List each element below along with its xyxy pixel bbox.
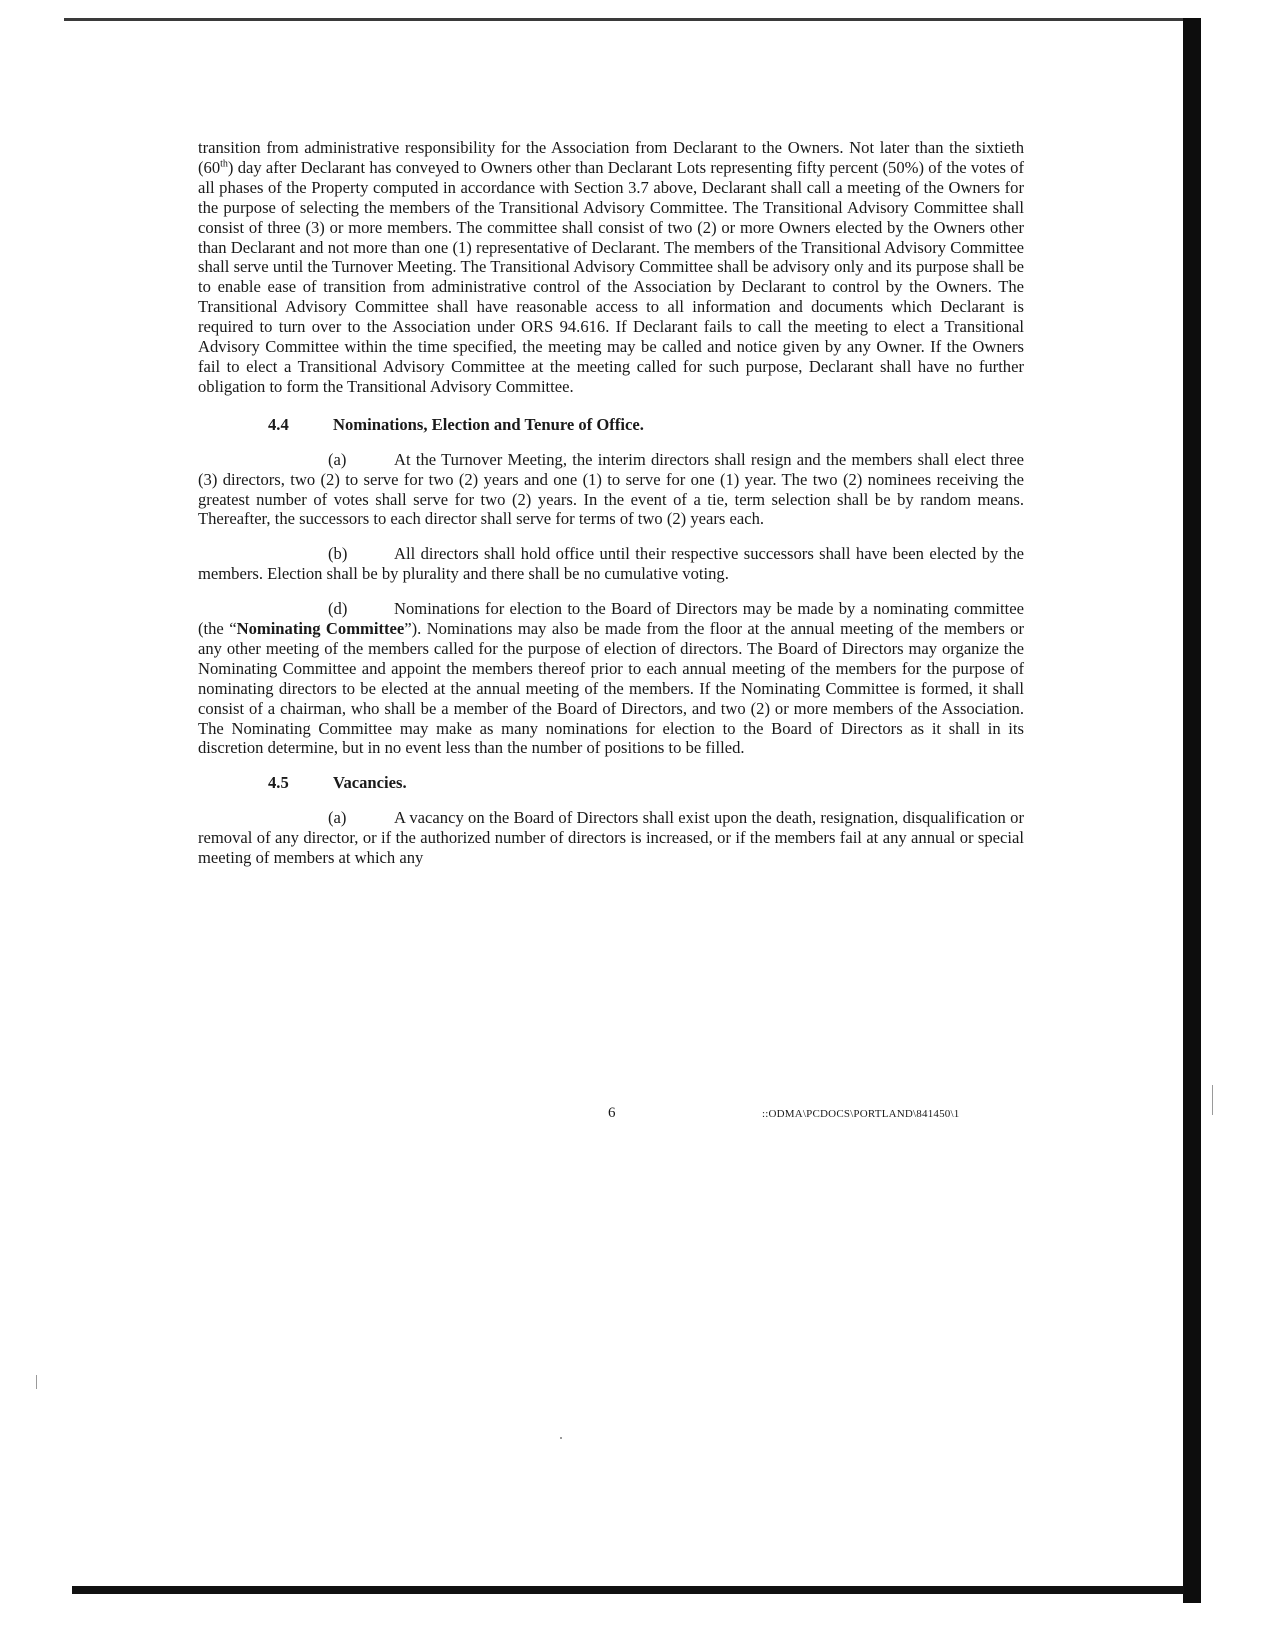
subsection-4-4-d [198, 599, 1024, 758]
subsection-text: A vacancy on the Board of Directors shall exist upon the death, resignation, disqualification or removal of any director, or if the authorized number of directors is increased, or if the members fail at any annual or special meeting of members at which any [198, 808, 1024, 868]
subsection-text: All directors shall hold office until their respective successors shall have been elected by the members. Election shall be by plurality and there shall be no cumulative voting. [198, 544, 1024, 584]
scan-speck [1212, 1085, 1213, 1115]
intro-text-part1: transition from administrative responsibility for the Association from Declarant to the Owners. Not later than the sixtieth (60 [198, 138, 1024, 177]
subsection-label: (b) [328, 544, 348, 564]
ordinal-superscript: th [220, 158, 228, 170]
section-4-5-heading [198, 773, 1024, 793]
subsection-4-4-b [198, 544, 1024, 584]
subsection-label: (a) [328, 808, 347, 828]
subsection-text: At the Turnover Meeting, the interim directors shall resign and the members shall elect three (3) directors, two (2) to serve for two (2) years and one (1) to serve for one (1) year. The two (2) nominees receiving the greatest number of votes shall serve for two (2) years. In the event of a tie, term selection shall be by random means. Thereafter, the successors to each director shall serve for terms of two (2) years each. [198, 449, 1024, 529]
scan-speck [36, 1375, 37, 1389]
subsection-text: Nominations for election to the Board of Directors may be made by a nominating committee (the “ [198, 599, 1024, 639]
subsection-text: ”). Nominations may also be made from the floor at the annual meeting of the members or any other meeting of the members called for the purpose of election of directors. The Board of Directors may organize the Nominating Committee and appoint the members thereof prior to each annual meeting of the members for the purpose of nominating directors to be elected at the annual meeting of the members. If the Nominating Committee is formed, it shall consist of a chairman, who shall be a member of the Board of Directors, and two (2) or more members of the Association. The Nominating Committee may make as many nominations for election to the Board of Directors as it shall in its discretion determine, but in no event less than the number of positions to be filled. [198, 619, 1025, 758]
document-body [198, 138, 1024, 883]
scan-border-right [1183, 18, 1201, 1603]
defined-term: Nominating Committee [236, 619, 405, 639]
subsection-label: (d) [328, 599, 348, 619]
section-title: Nominations, Election and Tenure of Office. [333, 414, 644, 434]
scan-speck [560, 1437, 562, 1439]
section-number: 4.4 [268, 414, 289, 434]
intro-text-part2: ) day after Declarant has conveyed to Owners other than Declarant Lots representing fifty percent (50%) of the votes of all phases of the Property computed in accordance with Section 3.7 above, Declarant shall call a meeting of the Owners for the purpose of selecting the members of the Transitional Advisory Committee. The Transitional Advisory Committee shall consist of three (3) or more members. The committee shall consist of two (2) or more Owners elected by the Owners other than Declarant and not more than one (1) representative of Declarant. The members of the Transitional Advisory Committee shall serve until the Turnover Meeting. The Transitional Advisory Committee shall be advisory only and its purpose shall be to enable ease of transition from administrative control of the Association by Declarant to control by the Owners. The Transitional Advisory Committee shall have reasonable access to all information and documents which Declarant is required to turn over to the Association under ORS 94.616. If Declarant fails to call the meeting to elect a Transitional Advisory Committee within the time specified, the meeting may be called and notice given by any Owner. If the Owners fail to elect a Transitional Advisory Committee at the meeting called for such purpose, Declarant shall have no further obligation to form the Transitional Advisory Committee. [198, 157, 1024, 396]
section-title: Vacancies. [333, 773, 407, 793]
section-4-4-heading [198, 415, 1024, 435]
scan-border-top [64, 18, 1188, 21]
section-number: 4.5 [268, 773, 289, 793]
subsection-label: (a) [328, 449, 347, 469]
subsection-4-5-a [198, 808, 1024, 868]
subsection-4-4-a [198, 450, 1024, 530]
intro-paragraph [198, 138, 1024, 397]
page-number: 6 [608, 1105, 616, 1121]
document-path: ::ODMA\PCDOCS\PORTLAND\841450\1 [762, 1108, 960, 1120]
scan-border-bottom [72, 1586, 1184, 1594]
